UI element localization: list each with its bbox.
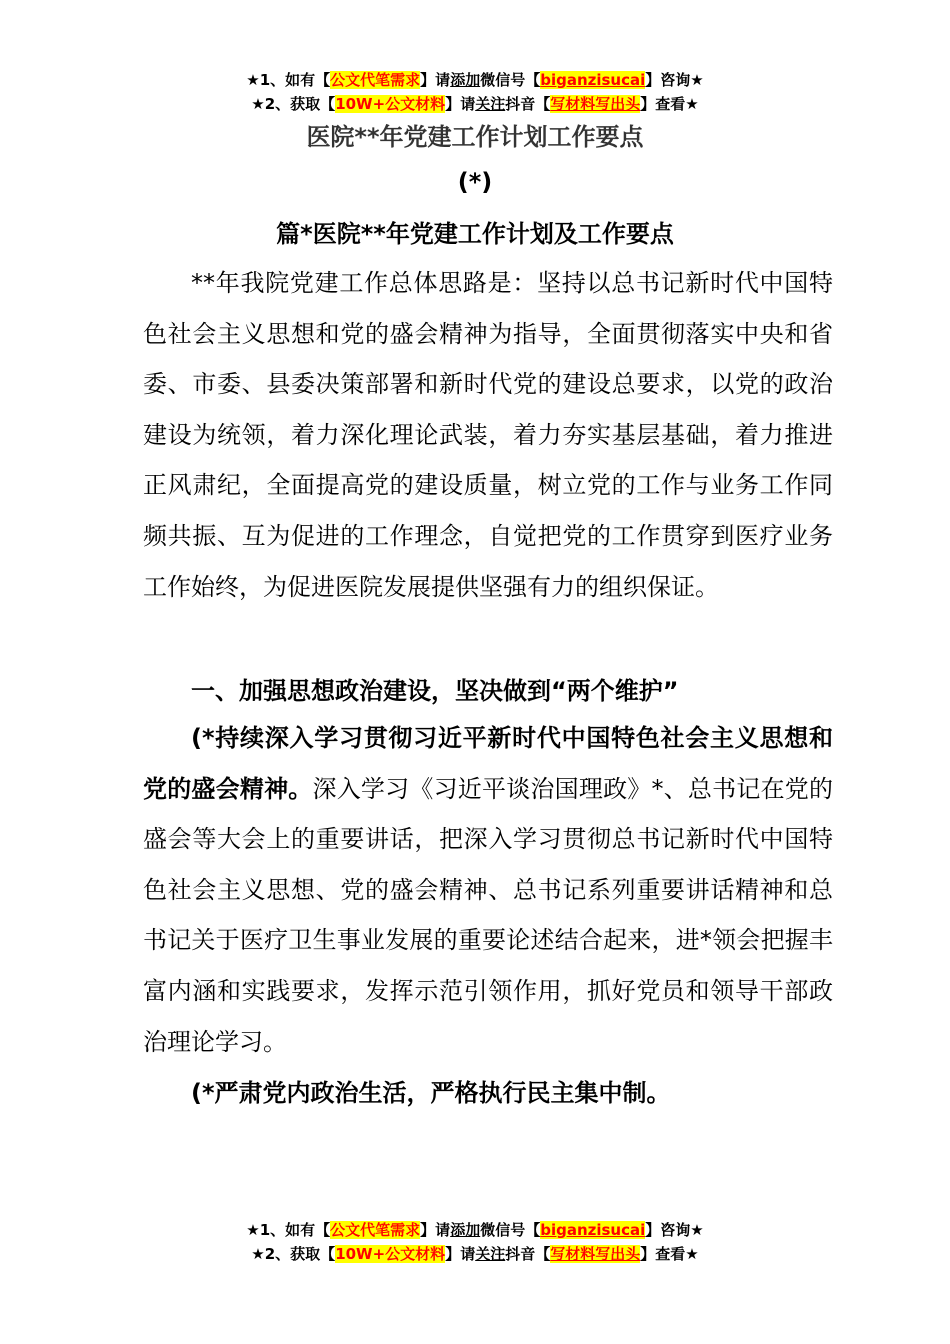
promo-highlight: 公文代笔需求 — [330, 71, 421, 89]
promo-line-1 — [0, 1218, 950, 1242]
paragraph-lead: (*持续深入学习贯彻习近平新时代中国特色社会主义思想和党的盛会精神。 — [143, 724, 833, 803]
promo-banner-top — [0, 68, 950, 116]
promo-text: 】请 — [420, 1221, 451, 1239]
promo-text: ★1、如有【 — [246, 71, 331, 89]
promo-line-2 — [0, 92, 950, 116]
promo-text: 】查看★ — [640, 95, 699, 113]
document-title: 医院**年党建工作计划工作要点 — [306, 123, 644, 151]
promo-highlight: 10W+公文材料 — [335, 1245, 446, 1263]
promo-highlight: 10W+公文材料 — [335, 95, 446, 113]
promo-highlight: 公文代笔需求 — [330, 1221, 421, 1239]
promo-wechat-id: biganzisucai — [540, 71, 646, 89]
promo-line-2 — [0, 1242, 950, 1266]
promo-underline: 关注 — [475, 95, 506, 113]
promo-line-1 — [0, 68, 950, 92]
promo-text: 】请 — [445, 1245, 476, 1263]
promo-text: ★1、如有【 — [246, 1221, 331, 1239]
promo-text: 微信号【 — [480, 71, 541, 89]
article-title: 篇*医院**年党建工作计划及工作要点 — [276, 220, 674, 248]
promo-text: 】查看★ — [640, 1245, 699, 1263]
section-paragraph-1-text — [143, 713, 833, 1067]
intro-paragraph-text: **年我院党建工作总体思路是：坚持以总书记新时代中国特色社会主义思想和党的盛会精神为指导，全面贯彻落实中央和省委、市委、县委决策部署和新时代党的建设总要求，以党的政治建设为统领，着力深化理论武装，着力夯实基层基础，着力推进正风肃纪，全面提高党的建设质量，树立党的工作与业务工作同频共振、互为促进的工作理念，自觉把党的工作贯穿到医疗业务工作始终，为促进医院发展提供坚强有力的组织保证。 — [143, 269, 833, 601]
promo-douyin-id: 写材料写出头 — [550, 1245, 641, 1263]
promo-text: 】请 — [420, 71, 451, 89]
promo-text: ★2、获取【 — [251, 95, 336, 113]
promo-underline: 关注 — [475, 1245, 506, 1263]
document-subtitle: (*) — [457, 168, 493, 196]
paragraph-body: 深入学习《习近平谈治国理政》*、总书记在党的盛会等大会上的重要讲话，把深入学习贯彻总书记新时代中国特色社会主义思想、党的盛会精神、总书记系列重要讲话精神和总书记关于医疗卫生事业发展的重要论述结合起来，进*领会把握丰富内涵和实践要求，发挥示范引领作用，抓好党员和领导干部政治理论学习。 — [143, 774, 833, 1056]
promo-douyin-id: 写材料写出头 — [550, 95, 641, 113]
promo-text: 】咨询★ — [645, 71, 704, 89]
section-paragraph-2-lead: (*严肃党内政治生活，严格执行民主集中制。 — [191, 1079, 671, 1107]
promo-underline: 添加 — [450, 1221, 481, 1239]
intro-paragraph — [143, 258, 833, 612]
promo-wechat-id: biganzisucai — [540, 1221, 646, 1239]
promo-banner-bottom — [0, 1218, 950, 1266]
promo-text: 抖音【 — [505, 1245, 551, 1263]
promo-text: 】请 — [445, 95, 476, 113]
promo-text: 】咨询★ — [645, 1221, 704, 1239]
section-heading-1: 一、加强思想政治建设，坚决做到“两个维护” — [191, 677, 679, 705]
section-paragraph-1 — [143, 713, 833, 1067]
promo-underline: 添加 — [450, 71, 481, 89]
promo-text: 抖音【 — [505, 95, 551, 113]
promo-text: 微信号【 — [480, 1221, 541, 1239]
promo-text: ★2、获取【 — [251, 1245, 336, 1263]
